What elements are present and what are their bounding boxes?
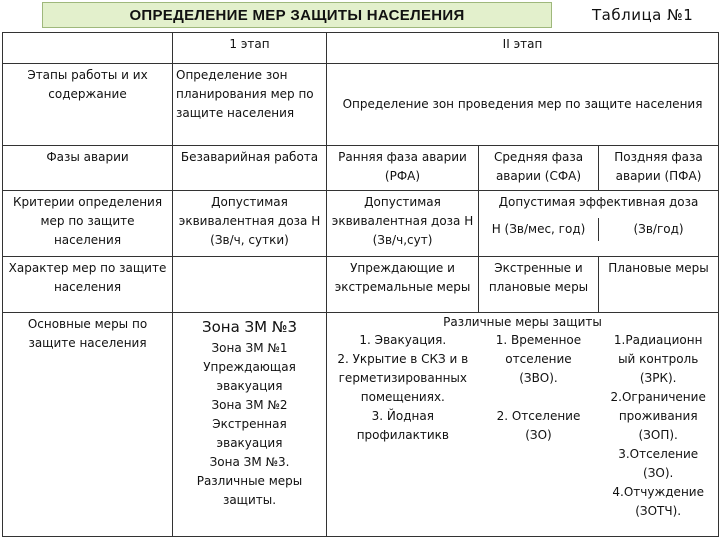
late-measure-line: ый контроль [618, 352, 699, 366]
row-character [3, 257, 719, 313]
middle-measure-line: (ЗВО). [519, 371, 558, 385]
early-measure-line: 2. Укрытие в СКЗ и в [337, 352, 469, 366]
stage-2-content: Определение зон проведения мер по защите населения [327, 64, 719, 146]
stages-corner-cell [3, 33, 173, 64]
stage-1-header: 1 этап [173, 33, 327, 64]
phase-accident-free: Безаварийная работа [173, 146, 327, 191]
zone-list-line: эвакуация [216, 436, 283, 450]
row-label-character: Характер мер по защите населения [3, 257, 173, 313]
early-measure-line: герметизированных [338, 371, 467, 385]
effective-dose-header: Допустимая эффективная доза [498, 195, 699, 209]
zone-list-line: Экстренная [212, 417, 287, 431]
row-content [3, 64, 719, 146]
late-measure-line: 2.Ограничение [610, 390, 706, 404]
row-measures [3, 313, 719, 537]
page-title: ОПРЕДЕЛЕНИЕ МЕР ЗАЩИТЫ НАСЕЛЕНИЯ [42, 2, 552, 28]
zone-list-line: эвакуация [216, 379, 283, 393]
zone-list-line: Зона ЗМ №3. [209, 455, 290, 469]
various-header: Различные меры защиты [443, 315, 602, 329]
criteria-early: Допустимая эквивалентная доза Н (Зв/ч,сут) [327, 191, 479, 257]
zone-list-line: Различные меры [196, 474, 303, 488]
criteria-accident-free: Допустимая эквивалентная доза Н (Зв/ч, сутки) [173, 191, 327, 257]
middle-measure-line [479, 388, 599, 407]
measures-various [327, 313, 719, 537]
phase-middle: Средняя фаза аварии (СФА) [479, 146, 599, 191]
character-middle: Экстренные и плановые меры [479, 257, 599, 313]
zone-title: Зона ЗМ №3 [201, 318, 298, 336]
criteria-late: (Зв/год) [598, 218, 718, 241]
character-early: Упреждающие и экстремальные меры [327, 257, 479, 313]
late-measure-line: 1.Радиационн [613, 333, 703, 347]
criteria-middle: Н (Зв/мес, год) [491, 222, 586, 236]
row-label-phases: Фазы аварии [3, 146, 173, 191]
late-measure-line: (ЗОП). [638, 428, 678, 442]
table-number: Таблица №1 [592, 6, 694, 24]
criteria-effective-dose [479, 191, 719, 257]
row-label-measures: Основные меры по защите населения [3, 313, 173, 537]
measures-late [598, 331, 718, 521]
zone-list-line: Зона ЗМ №2 [211, 398, 288, 412]
protection-measures-table [2, 32, 719, 537]
zone-list-line: Зона ЗМ №1 [211, 341, 288, 355]
early-measure-line: 1. Эвакуация. [359, 333, 447, 347]
measures-middle [479, 331, 599, 521]
row-stages [3, 33, 719, 64]
stage-2-header: II этап [327, 33, 719, 64]
late-measure-line: проживания [618, 409, 698, 423]
middle-measure-line: (ЗО) [525, 428, 552, 442]
early-measure-line: 3. Йодная [371, 409, 434, 423]
zone-list-line: защиты. [222, 493, 277, 507]
phase-late: Поздняя фаза аварии (ПФА) [599, 146, 719, 191]
row-label-content: Этапы работы и их содержание [3, 64, 173, 146]
measures-zones [173, 313, 327, 537]
early-measure-line: профилактикв [356, 428, 449, 442]
late-measure-line: (ЗРК). [639, 371, 677, 385]
late-measure-line: 4.Отчуждение [612, 485, 704, 499]
zone-list-line: Упреждающая [203, 360, 296, 374]
row-label-criteria: Критерии определения мер по защите населения [3, 191, 173, 257]
early-measure-line: помещениях. [360, 390, 445, 404]
late-measure-line: (ЗОТЧ). [635, 504, 682, 518]
measures-early [327, 331, 479, 521]
character-accident-free [173, 257, 327, 313]
middle-measure-line: отселение [505, 352, 572, 366]
middle-measure-line: 2. Отселение [496, 409, 581, 423]
middle-measure-line: 1. Временное [495, 333, 582, 347]
row-phases [3, 146, 719, 191]
late-measure-line: 3.Отселение [618, 447, 699, 461]
phase-early: Ранняя фаза аварии (РФА) [327, 146, 479, 191]
stage-1-content: Определение зон планирования мер по защите населения [173, 64, 327, 146]
character-late: Плановые меры [599, 257, 719, 313]
row-criteria [3, 191, 719, 257]
late-measure-line: (ЗО). [643, 466, 674, 480]
